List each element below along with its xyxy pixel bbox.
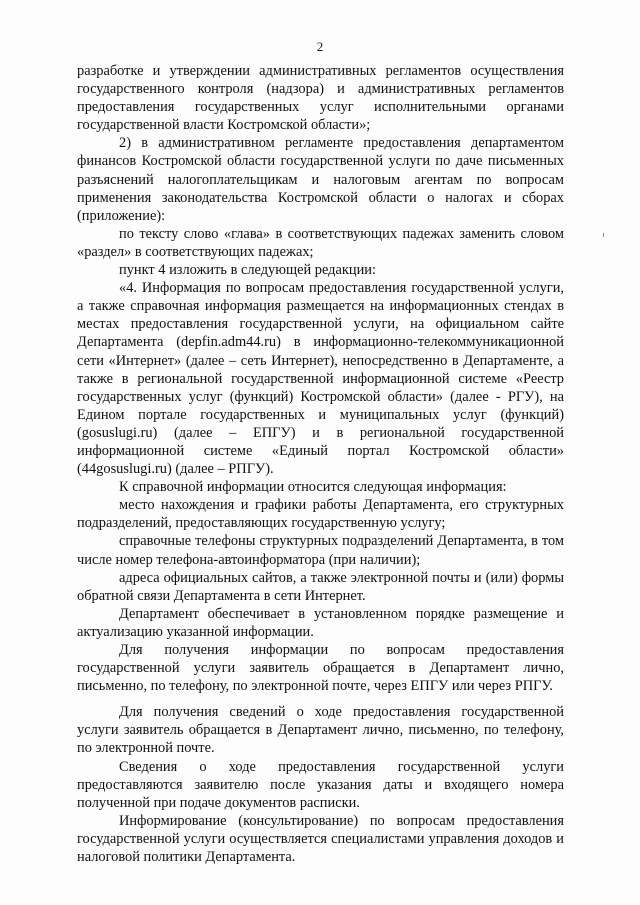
- paragraph-reference-info: К справочной информации относится следующая информация:: [119, 479, 507, 496]
- paragraph-replace-word: по тексту слово «глава» в соответствующих падежах заменить словом «раздел» в соответствующих падежах;: [77, 225, 564, 260]
- paragraph-phones: справочные телефоны структурных подразделений Департамента, в том числе номер телефона-автоинформатора (при наличии);: [77, 533, 564, 568]
- page-number: 2: [316, 39, 324, 54]
- paragraph-item-2: 2) в административном регламенте предоставления департаментом финансов Костромской области государственной услуги по даче письменных разъяснений налогоплательщикам и налоговым агентам по вопросам применения законодательства Костромской области о налогах и сборах (приложение):: [77, 135, 564, 224]
- paragraph-clause-4: «4. Информация по вопросам предоставления государственной услуги, а также справочная информация размещается на информационных стендах в местах предоставления государственной услуги, на официальном сайте Департамента (depfin.adm44.ru) в информационно-телекоммуникационной сети «Интернет» (далее – сеть Интернет), непосредственно в Департаменте, а также в региональной государственной информационной системе «Реестр государственных услуг (функций) Костромской области» (далее - РГУ), на Едином портале государственных и муниципальных услуг (функций) (gosuslugi.ru) (далее – ЕПГУ) и в региональной государственной информационной системе «Единый портал Костромской области» (44gosuslugi.ru) (далее – РПГУ).: [77, 280, 564, 478]
- margin-mark: [603, 233, 604, 237]
- paragraph-actualization: Департамент обеспечивает в установленном порядке размещение и актуализацию указанной информации.: [77, 605, 564, 640]
- document-body: [77, 62, 564, 866]
- paragraph-consulting: Информирование (консультирование) по вопросам предоставления государственной услуги осуществляется специалистами управления доходов и налоговой политики Департамента.: [77, 812, 564, 866]
- paragraph-get-info: Для получения информации по вопросам предоставления государственной услуги заявитель обращается в Департамент лично, письменно, по телефону, по электронной почте, через ЕПГУ или через РПГУ.: [77, 642, 564, 695]
- paragraph-clause-4-intro: пункт 4 изложить в следующей редакции:: [119, 262, 376, 279]
- paragraph-progress-details: Сведения о ходе предоставления государственной услуги предоставляются заявителю после указания даты и входящего номера полученной при подаче документов расписки.: [77, 758, 564, 811]
- paragraph-addresses: адреса официальных сайтов, а также электронной почты и (или) формы обратной связи Департамента в сети Интернет.: [77, 569, 564, 604]
- paragraph-location: место нахождения и графики работы Департамента, его структурных подразделений, предоставляющих государственную услугу;: [77, 497, 564, 532]
- paragraph-progress-info: Для получения сведений о ходе предоставления государственной услуги заявитель обращается в Департамент лично, письменно, по телефону, по электронной почте.: [77, 704, 564, 757]
- paragraph-continuation: разработке и утверждении административных регламентов осуществления государственного контроля (надзора) и административных регламентов предоставления государственных услуг исполнительными органами государственной власти Костромской области»;: [77, 63, 564, 134]
